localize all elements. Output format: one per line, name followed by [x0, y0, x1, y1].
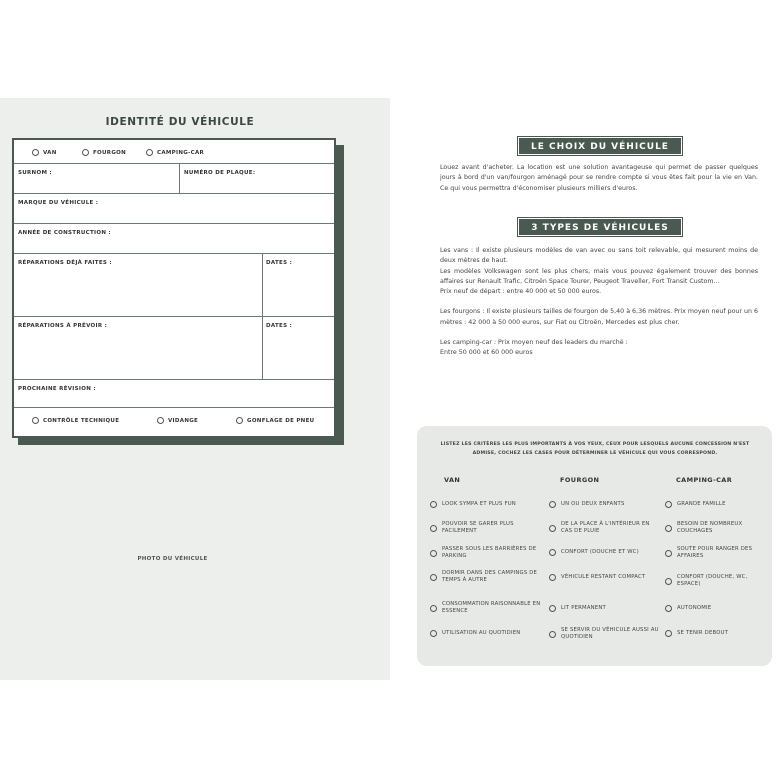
type-option-camping-car[interactable] — [146, 149, 204, 156]
radio-icon[interactable] — [430, 574, 437, 581]
criteria-item[interactable] — [430, 601, 542, 615]
banner-vehicle-choice: LE CHOIX DU VÉHICULE — [518, 137, 682, 155]
criteria-label: SOUTE POUR RANGER DES AFFAIRES — [677, 546, 753, 559]
check-label: GONFLAGE DE PNEU — [247, 418, 315, 424]
radio-icon[interactable] — [549, 605, 556, 612]
criteria-label: LOOK SYMPA ET PLUS FUN — [442, 501, 516, 507]
intro-paragraph — [440, 163, 758, 194]
intro-text: Louez avant d'acheter. La location est une solution avantageuse qui permet de passer quelques jours à bord d'un van/fourgon aménagé pour se rendre compte si vous êtes fait pour la vie en Van. Ce qui vous permettra d'économiser plusieurs milliers d'euros. — [440, 164, 758, 192]
radio-icon[interactable] — [665, 550, 672, 557]
radio-icon[interactable] — [549, 574, 556, 581]
criteria-item[interactable] — [430, 501, 542, 508]
type-label: VAN — [43, 150, 57, 156]
criteria-item[interactable] — [430, 630, 542, 637]
banner-vehicle-types: 3 TYPES DE VÉHICULES — [518, 218, 682, 236]
type-label: CAMPING-CAR — [157, 150, 205, 156]
divider — [262, 317, 263, 380]
criteria-item[interactable] — [430, 521, 542, 535]
vehicle-identity-form — [12, 138, 336, 438]
year-label: ANNÉE DE CONSTRUCTION : — [18, 230, 111, 236]
criteria-item[interactable] — [665, 574, 765, 588]
column-head-camping-car: CAMPING-CAR — [676, 476, 733, 484]
type-option-fourgon[interactable] — [82, 149, 126, 156]
criteria-item[interactable] — [549, 501, 661, 508]
criteria-label: SE TENIR DEBOUT — [677, 630, 729, 636]
vans-models-text: Les modèles Volkswagen sont les plus chers, mais vous pouvez également trouver des bonnes affaires sur Renault Trafic, Citroën Space Tourer, Peugeot Traveller, Fort Transit Custom... — [440, 267, 758, 285]
type-row — [14, 140, 334, 164]
criteria-label: SE SERVIR DU VÉHICULE AUSSI AU QUOTIDIEN — [561, 627, 659, 640]
radio-icon[interactable] — [665, 525, 672, 532]
criteria-item[interactable] — [549, 605, 661, 612]
repairs-planned-row — [14, 317, 334, 380]
criteria-item[interactable] — [665, 501, 765, 508]
plate-label: NUMÉRO DE PLAQUE: — [184, 170, 256, 176]
fourgons-text: Les fourgons : Il existe plusieurs tailles de fourgon de 5,40 à 6,36 mètres. Prix moyen neuf pour un 6 mètres : 42 000 à 50 000 euros, sur Fiat ou Citroën, Mercedes est plus cher. — [440, 308, 758, 326]
radio-icon[interactable] — [82, 149, 89, 156]
repairs-done-label: RÉPARATIONS DÉJÀ FAITES : — [18, 260, 112, 266]
make-row[interactable] — [14, 194, 334, 224]
radio-icon[interactable] — [157, 417, 164, 424]
divider — [262, 254, 263, 317]
criteria-item[interactable] — [549, 521, 661, 535]
check-technical-inspection[interactable] — [32, 417, 119, 424]
criteria-intro: LISTEZ LES CRITÈRES LES PLUS IMPORTANTS À VOS YEUX, CEUX POUR LESQUELS AUCUNE CONCESSION N'EST ADMISE, COCHEZ LES CASES POUR DÉTERMINER LE VÉHICULE QUI VOUS CORRESPOND. — [440, 442, 750, 456]
dates-label: DATES : — [266, 323, 293, 329]
criteria-label: DORMIR DANS DES CAMPINGS DE TEMPS À AUTRE — [442, 570, 538, 583]
next-review-label: PROCHAINE RÉVISION : — [18, 386, 96, 392]
criteria-item[interactable] — [549, 627, 661, 641]
spacer — [440, 297, 758, 307]
criteria-label: GRANDE FAMILLE — [677, 501, 726, 507]
check-label: VIDANGE — [168, 418, 199, 424]
criteria-label: CONFORT (DOUCHE ET WC) — [561, 549, 639, 555]
campingcars-text: Les camping-car : Prix moyen neuf des leaders du marché : — [440, 339, 628, 347]
radio-icon[interactable] — [549, 501, 556, 508]
page-title: IDENTITÉ DU VÉHICULE — [105, 116, 255, 128]
criteria-label: CONFORT (DOUCHE, WC, ESPACE) — [677, 574, 748, 587]
spacer — [440, 328, 758, 338]
repairs-done-row — [14, 254, 334, 317]
nickname-row — [14, 164, 334, 194]
criteria-item[interactable] — [665, 630, 765, 637]
radio-icon[interactable] — [32, 417, 39, 424]
vans-price-text: Prix neuf de départ : entre 40 000 et 50 000 euros. — [440, 288, 602, 296]
radio-icon[interactable] — [549, 525, 556, 532]
criteria-item[interactable] — [549, 574, 661, 581]
radio-icon[interactable] — [430, 501, 437, 508]
column-head-fourgon: FOURGON — [560, 476, 600, 484]
make-label: MARQUE DU VÉHICULE : — [18, 200, 99, 206]
repairs-planned-label: RÉPARATIONS À PRÉVOIR : — [18, 323, 108, 329]
campingcars-price-text: Entre 50 000 et 60 000 euros — [440, 349, 533, 357]
radio-icon[interactable] — [146, 149, 153, 156]
criteria-item[interactable] — [430, 570, 542, 584]
radio-icon[interactable] — [549, 631, 556, 638]
check-oil-change[interactable] — [157, 417, 198, 424]
check-label: CONTRÔLE TECHNIQUE — [43, 418, 120, 424]
criteria-label: AUTONOMIE — [677, 605, 712, 611]
radio-icon[interactable] — [665, 630, 672, 637]
radio-icon[interactable] — [430, 550, 437, 557]
criteria-label: DE LA PLACE À L'INTÉRIEUR EN CAS DE PLUIE — [561, 521, 650, 534]
photo-label: PHOTO DU VÉHICULE — [137, 556, 208, 562]
next-review-row[interactable] — [14, 380, 334, 408]
criteria-label: CONSOMMATION RAISONNABLE EN ESSENCE — [442, 601, 541, 614]
type-option-van[interactable] — [32, 149, 57, 156]
criteria-label: BESOIN DE NOMBREUX COUCHAGES — [677, 521, 743, 534]
radio-icon[interactable] — [549, 549, 556, 556]
radio-icon[interactable] — [430, 525, 437, 532]
year-row[interactable] — [14, 224, 334, 254]
criteria-label: LIT PERMANENT — [561, 605, 606, 611]
nickname-label: SURNOM : — [18, 170, 52, 176]
radio-icon[interactable] — [665, 578, 672, 585]
criteria-label: PASSER SOUS LES BARRIÈRES DE PARKING — [442, 546, 537, 559]
check-tire-inflation[interactable] — [236, 417, 314, 424]
criteria-label: VÉHICULE RESTANT COMPACT — [561, 574, 646, 580]
radio-icon[interactable] — [665, 501, 672, 508]
criteria-item[interactable] — [665, 521, 765, 535]
divider — [179, 164, 180, 194]
criteria-item[interactable] — [665, 546, 765, 560]
types-paragraph — [440, 246, 758, 359]
radio-icon[interactable] — [236, 417, 243, 424]
radio-icon[interactable] — [430, 605, 437, 612]
criteria-label: UN OU DEUX ENFANTS — [561, 501, 625, 507]
radio-icon[interactable] — [430, 630, 437, 637]
vans-text: Les vans : Il existe plusieurs modèles de van avec ou sans toit relevable, qui mesurent moins de deux mètres de haut. — [440, 247, 758, 265]
type-label: FOURGON — [93, 150, 127, 156]
criteria-item[interactable] — [665, 605, 765, 612]
criteria-item[interactable] — [549, 549, 661, 556]
checks-row — [14, 408, 334, 436]
radio-icon[interactable] — [665, 605, 672, 612]
criteria-label: UTILISATION AU QUOTIDIEN — [442, 630, 521, 636]
column-head-van: VAN — [444, 476, 461, 484]
criteria-label: POUVOIR SE GARER PLUS FACILEMENT — [442, 521, 514, 534]
criteria-item[interactable] — [430, 546, 542, 560]
radio-icon[interactable] — [32, 149, 39, 156]
dates-label: DATES : — [266, 260, 293, 266]
